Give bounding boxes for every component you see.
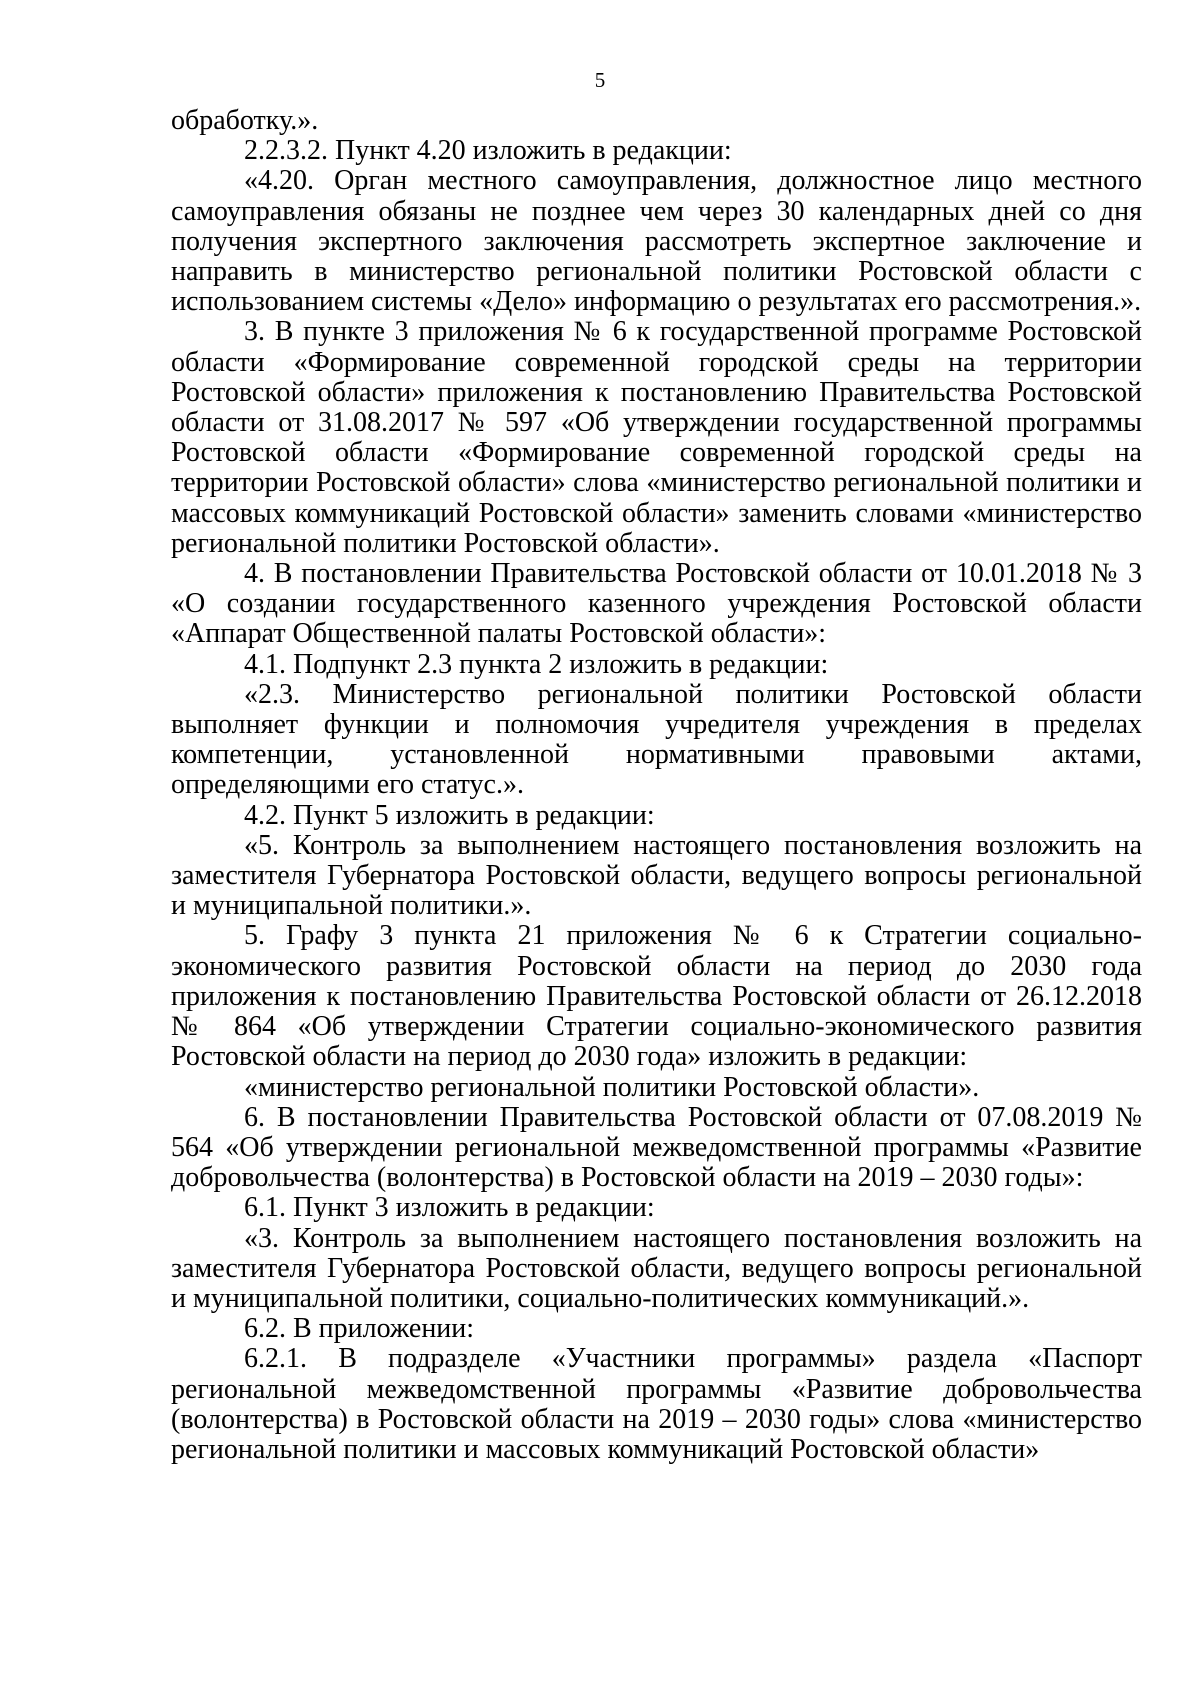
paragraph: «3. Контроль за выполнением настоящего постановления возложить на заместителя Губернатора Ростовской области, ведущего вопросы региональной и муниципальной политики, социально-политических коммуникаций.». (171, 1222, 1142, 1314)
paragraph: 6.2. В приложении: (244, 1313, 475, 1345)
document-body (171, 106, 1142, 1465)
paragraph: обработку.». (171, 105, 319, 136)
paragraph: «5. Контроль за выполнением настоящего постановления возложить на заместителя Губернатора Ростовской области, ведущего вопросы региональной и муниципальной политики.». (171, 829, 1142, 922)
paragraph: 4.1. Подпункт 2.3 пункта 2 изложить в редакции: (244, 648, 829, 680)
paragraph: 4. В постановлении Правительства Ростовской области от 10.01.2018 № 3 «О создании государственного казенного учреждения Ростовской области «Аппарат Общественной палаты Ростовской области»: (171, 558, 1142, 650)
paragraph: 5. Графу 3 пункта 21 приложения № 6 к Стратегии социально-экономического развития Ростовской области на период до 2030 года приложения к постановлению Правительства Ростовской области от 26.12.2018 № 864 «Об утверждении Стратегии социально-экономического развития Ростовской области на период до 2030 года» изложить в редакции: (171, 920, 1142, 1073)
paragraph: «2.3. Министерство региональной политики Ростовской области выполняет функции и полномочия учредителя учреждения в пределах компетенции, установленной нормативными правовыми актами, определяющими его статус.». (171, 678, 1142, 801)
paragraph: 2.2.3.2. Пункт 4.20 изложить в редакции: (244, 135, 732, 167)
paragraph: 4.2. Пункт 5 изложить в редакции: (244, 799, 655, 831)
paragraph: 3. В пункте 3 приложения № 6 к государственной программе Ростовской области «Формирование современной городской среды на территории Ростовской области» приложения к постановлению Правительства Ростовской области от 31.08.2017 № 597 «Об утверждении государственной программы Ростовской области «Формирование современной городской среды на территории Ростовской области» слова «министерство региональной политики и массовых коммуникаций Ростовской области» заменить словами «министерство региональной политики Ростовской области». (171, 316, 1142, 559)
paragraph: 6.2.1. В подразделе «Участники программы» раздела «Паспорт региональной межведомственной программы «Развитие добровольчества (волонтерства) в Ростовской области на 2019 – 2030 годы» слова «министерство региональной политики и массовых коммуникаций Ростовской области» (171, 1343, 1142, 1465)
paragraph: «4.20. Орган местного самоуправления, должностное лицо местного самоуправления обязаны не позднее чем через 30 календарных дней со дня получения экспертного заключения рассмотреть экспертное заключение и направить в министерство региональной политики Ростовской области с использованием системы «Дело» информацию о результатах его рассмотрения.». (171, 165, 1142, 318)
paragraph: «министерство региональной политики Ростовской области». (244, 1071, 980, 1103)
paragraph: 6.1. Пункт 3 изложить в редакции: (244, 1192, 655, 1224)
paragraph: 6. В постановлении Правительства Ростовской области от 07.08.2019 № 564 «Об утверждении региональной межведомственной программы «Развитие добровольчества (волонтерства) в Ростовской области на 2019 – 2030 годы»: (171, 1101, 1142, 1194)
page-number: 5 (594, 68, 606, 92)
